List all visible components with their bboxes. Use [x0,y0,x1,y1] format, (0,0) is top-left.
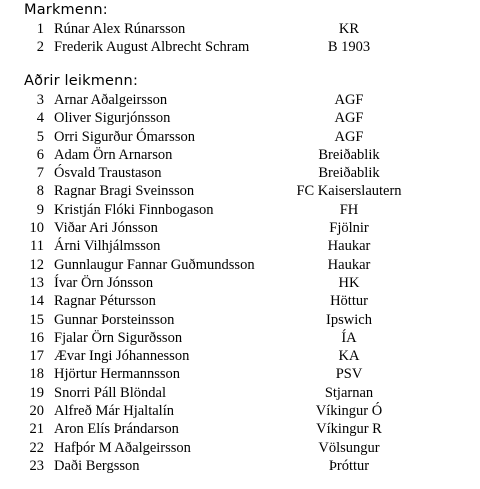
player-number: 4 [36,110,44,127]
player-number: 19 [29,384,44,401]
other-players-list [0,91,480,475]
player-row [0,329,480,347]
player-club: KR [338,21,360,37]
player-row [0,439,480,457]
player-number: 23 [29,457,44,474]
player-number: 15 [29,311,44,328]
player-club: Ipswich [326,311,372,328]
player-number: 21 [29,421,44,438]
player-row [0,420,480,438]
player-row [0,146,480,164]
player-row [0,365,480,383]
player-name: Aron Elís Þrándarson [54,421,179,438]
player-number: 22 [29,439,44,456]
player-club: ÍA [341,329,357,346]
player-club: KA [338,348,360,365]
player-name: Oliver Sigurjónsson [54,110,171,127]
player-name: Ívar Örn Jónsson [54,274,154,291]
player-name: Orri Sigurður Ómarsson [54,128,195,145]
player-name: Viðar Ari Jónsson [54,220,158,237]
player-club: Haukar [327,238,371,255]
player-club: B 1903 [327,39,371,56]
player-name: Hafþór M Aðalgeirsson [54,439,191,456]
player-name: Kristján Flóki Finnbogason [54,201,214,218]
player-name: Adam Örn Arnarson [54,146,173,163]
player-name: Ósvald Traustason [54,165,162,182]
player-name: Frederik August Albrecht Schram [54,39,250,56]
player-number: 20 [29,403,44,420]
player-club: HK [338,274,360,291]
player-number: 8 [36,183,44,200]
player-number: 5 [36,128,44,145]
player-row [0,237,480,255]
player-club: Stjarnan [324,384,374,401]
player-number: 2 [36,39,44,56]
player-club: Þróttur [328,457,370,474]
player-row [0,182,480,200]
player-name: Rúnar Alex Rúnarsson [54,21,186,37]
player-number: 17 [29,348,44,365]
player-name: Daði Bergsson [54,457,140,474]
player-name: Ragnar Bragi Sveinsson [54,183,195,200]
player-number: 9 [36,201,44,218]
player-row [0,457,480,475]
player-number: 3 [36,92,44,108]
player-number: 18 [29,366,44,383]
player-club: Víkingur Ó [315,403,383,420]
player-row [0,201,480,219]
player-name: Ævar Ingi Jóhannesson [54,348,190,365]
player-row [0,38,480,56]
player-name: Gunnlaugur Fannar Guðmundsson [54,256,255,273]
player-row [0,402,480,420]
player-row [0,91,480,109]
player-number: 6 [36,146,44,163]
player-row [0,384,480,402]
player-number: 10 [29,220,44,237]
player-row [0,20,480,38]
player-row [0,347,480,365]
player-club: Breiðablik [318,146,380,163]
player-name: Hjörtur Hermannsson [54,366,181,383]
player-club: AGF [334,128,364,145]
player-club: AGF [334,110,364,127]
player-number: 1 [36,21,44,37]
player-club: Víkingur R [316,421,382,438]
goalkeepers-heading: Markmenn: [24,2,108,18]
player-club: Völsungur [318,439,380,456]
player-number: 11 [30,238,44,255]
player-row [0,256,480,274]
player-name: Snorri Páll Blöndal [54,384,166,401]
player-club: FC Kaiserslautern [296,183,402,200]
player-row [0,109,480,127]
player-row [0,311,480,329]
player-club: PSV [335,366,363,383]
player-number: 12 [29,256,44,273]
player-club: Breiðablik [318,165,380,182]
player-row [0,274,480,292]
player-name: Alfreð Már Hjaltalín [54,403,174,420]
player-club: Höttur [330,293,368,310]
player-number: 13 [29,274,44,291]
other-players-heading: Aðrir leikmenn: [24,73,139,89]
player-name: Arnar Aðalgeirsson [54,92,168,108]
player-number: 16 [29,329,44,346]
player-club: AGF [334,92,364,108]
player-number: 7 [36,165,44,182]
player-club: Haukar [327,256,371,273]
player-row [0,164,480,182]
player-name: Fjalar Örn Sigurðsson [54,329,183,346]
player-row [0,128,480,146]
player-name: Gunnar Þorsteinsson [54,311,175,328]
player-club: FH [339,201,359,218]
player-number: 14 [29,293,44,310]
player-row [0,219,480,237]
player-name: Ragnar Pétursson [54,293,156,310]
goalkeepers-list [0,20,480,57]
player-name: Árni Vilhjálmsson [54,238,161,255]
player-row [0,292,480,310]
player-club: Fjölnir [329,220,369,237]
